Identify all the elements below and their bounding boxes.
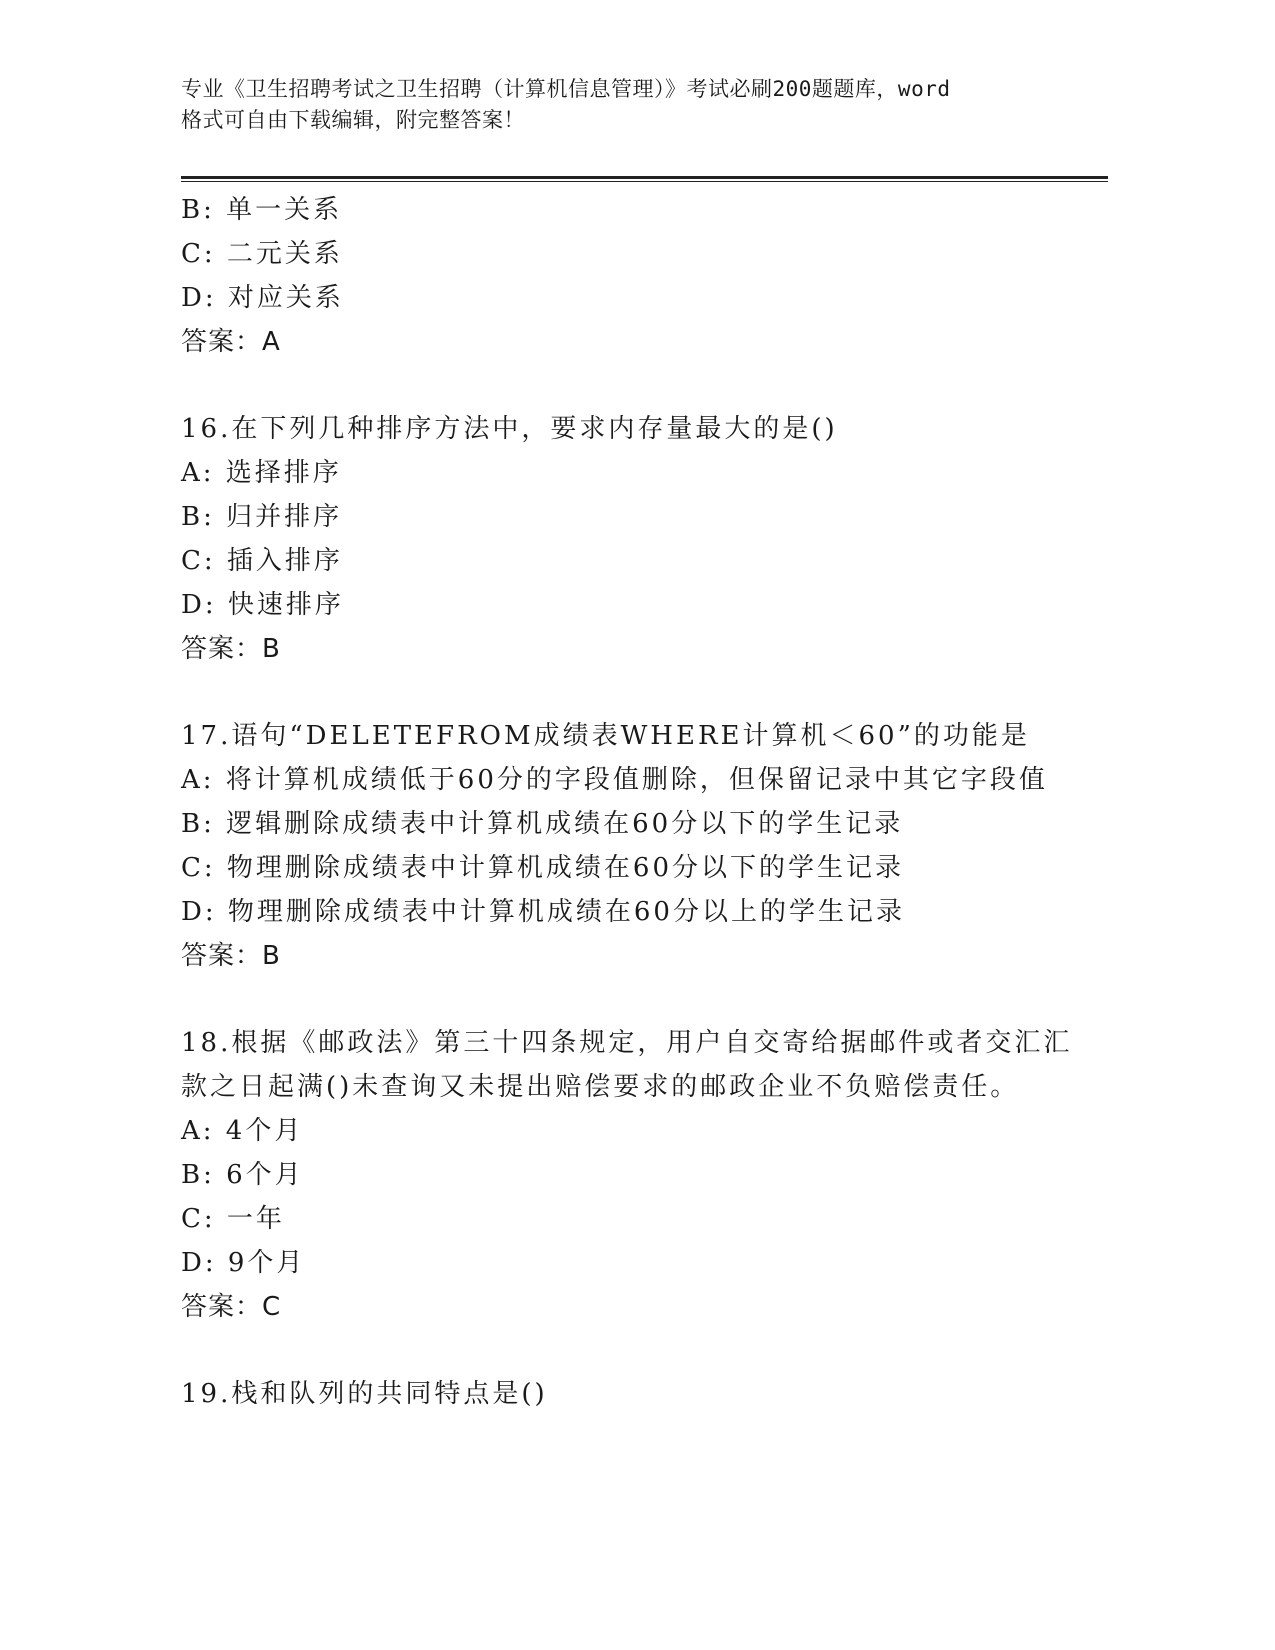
option-a: A: 选择排序 (181, 458, 342, 488)
question-19 (181, 1372, 1108, 1416)
answer: 答案：B (181, 941, 281, 971)
option-b: B: 逻辑删除成绩表中计算机成绩在60分以下的学生记录 (181, 809, 904, 839)
option-d: D: 9个月 (181, 1248, 306, 1278)
option-d: D: 快速排序 (181, 590, 344, 620)
question-stem-line-2: 款之日起满()未查询又未提出赔偿要求的邮政企业不负赔偿责任。 (181, 1072, 1020, 1102)
option-d: D: 对应关系 (181, 283, 344, 313)
question-15 (181, 188, 1108, 364)
header-rule-thin (181, 181, 1108, 182)
question-18 (181, 1021, 1108, 1329)
option-c: C: 一年 (181, 1204, 285, 1234)
header-line-2: 格式可自由下载编辑，附完整答案！ (181, 108, 525, 132)
question-list (181, 188, 1108, 1416)
option-c: C: 物理删除成绩表中计算机成绩在60分以下的学生记录 (181, 853, 905, 883)
question-stem-line-1: 18.根据《邮政法》第三十四条规定，用户自交寄给据邮件或者交汇汇 (181, 1028, 1073, 1058)
question-stem: 16.在下列几种排序方法中，要求内存量最大的是() (181, 414, 838, 444)
answer: 答案：C (181, 1292, 282, 1322)
option-a: A: 将计算机成绩低于60分的字段值删除，但保留记录中其它字段值 (181, 765, 1048, 795)
answer: 答案：A (181, 327, 281, 357)
header-rule-thick (181, 176, 1108, 179)
question-stem: 17.语句“DELETEFROM成绩表WHERE计算机＜60”的功能是 (181, 721, 1030, 751)
option-a: A: 4个月 (181, 1116, 304, 1146)
option-c: C: 二元关系 (181, 239, 343, 269)
option-c: C: 插入排序 (181, 546, 343, 576)
option-b: B: 单一关系 (181, 195, 343, 225)
option-b: B: 6个月 (181, 1160, 304, 1190)
option-b: B: 归并排序 (181, 502, 343, 532)
question-17 (181, 714, 1108, 978)
question-stem: 19.栈和队列的共同特点是() (181, 1379, 548, 1409)
answer: 答案：B (181, 634, 281, 664)
question-16 (181, 407, 1108, 671)
header-line-1: 专业《卫生招聘考试之卫生招聘（计算机信息管理）》考试必刷200题题库，word (181, 77, 951, 101)
option-d: D: 物理删除成绩表中计算机成绩在60分以上的学生记录 (181, 897, 905, 927)
page-header (181, 74, 1061, 136)
